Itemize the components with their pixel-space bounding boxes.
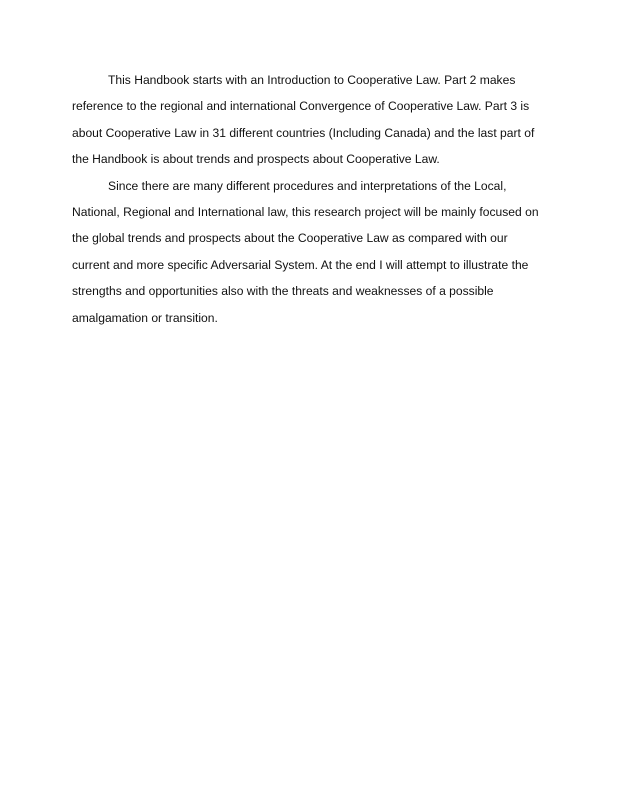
paragraph-line: amalgamation or transition. xyxy=(72,310,218,325)
paragraph-line: about Cooperative Law in 31 different countries (Including Canada) and the last part of xyxy=(72,125,535,140)
paragraph-line: Since there are many different procedures and interpretations of the Local, xyxy=(108,178,507,193)
paragraph-line: National, Regional and International law, this research project will be mainly focused on xyxy=(72,205,539,220)
paragraph-line: reference to the regional and international Convergence of Cooperative Law. Part 3 is xyxy=(72,99,530,114)
paragraph-1 xyxy=(72,67,552,173)
paragraph-line: the global trends and prospects about the Cooperative Law as compared with our xyxy=(72,231,508,246)
paragraph-line: strengths and opportunities also with the threats and weaknesses of a possible xyxy=(72,284,494,299)
paragraph-line: This Handbook starts with an Introduction to Cooperative Law. Part 2 makes xyxy=(108,73,516,87)
document-body xyxy=(72,67,552,331)
paragraph-line: current and more specific Adversarial System. At the end I will attempt to illustrate the xyxy=(72,257,529,272)
paragraph-2 xyxy=(72,173,552,331)
paragraph-line: the Handbook is about trends and prospects about Cooperative Law. xyxy=(72,152,440,167)
